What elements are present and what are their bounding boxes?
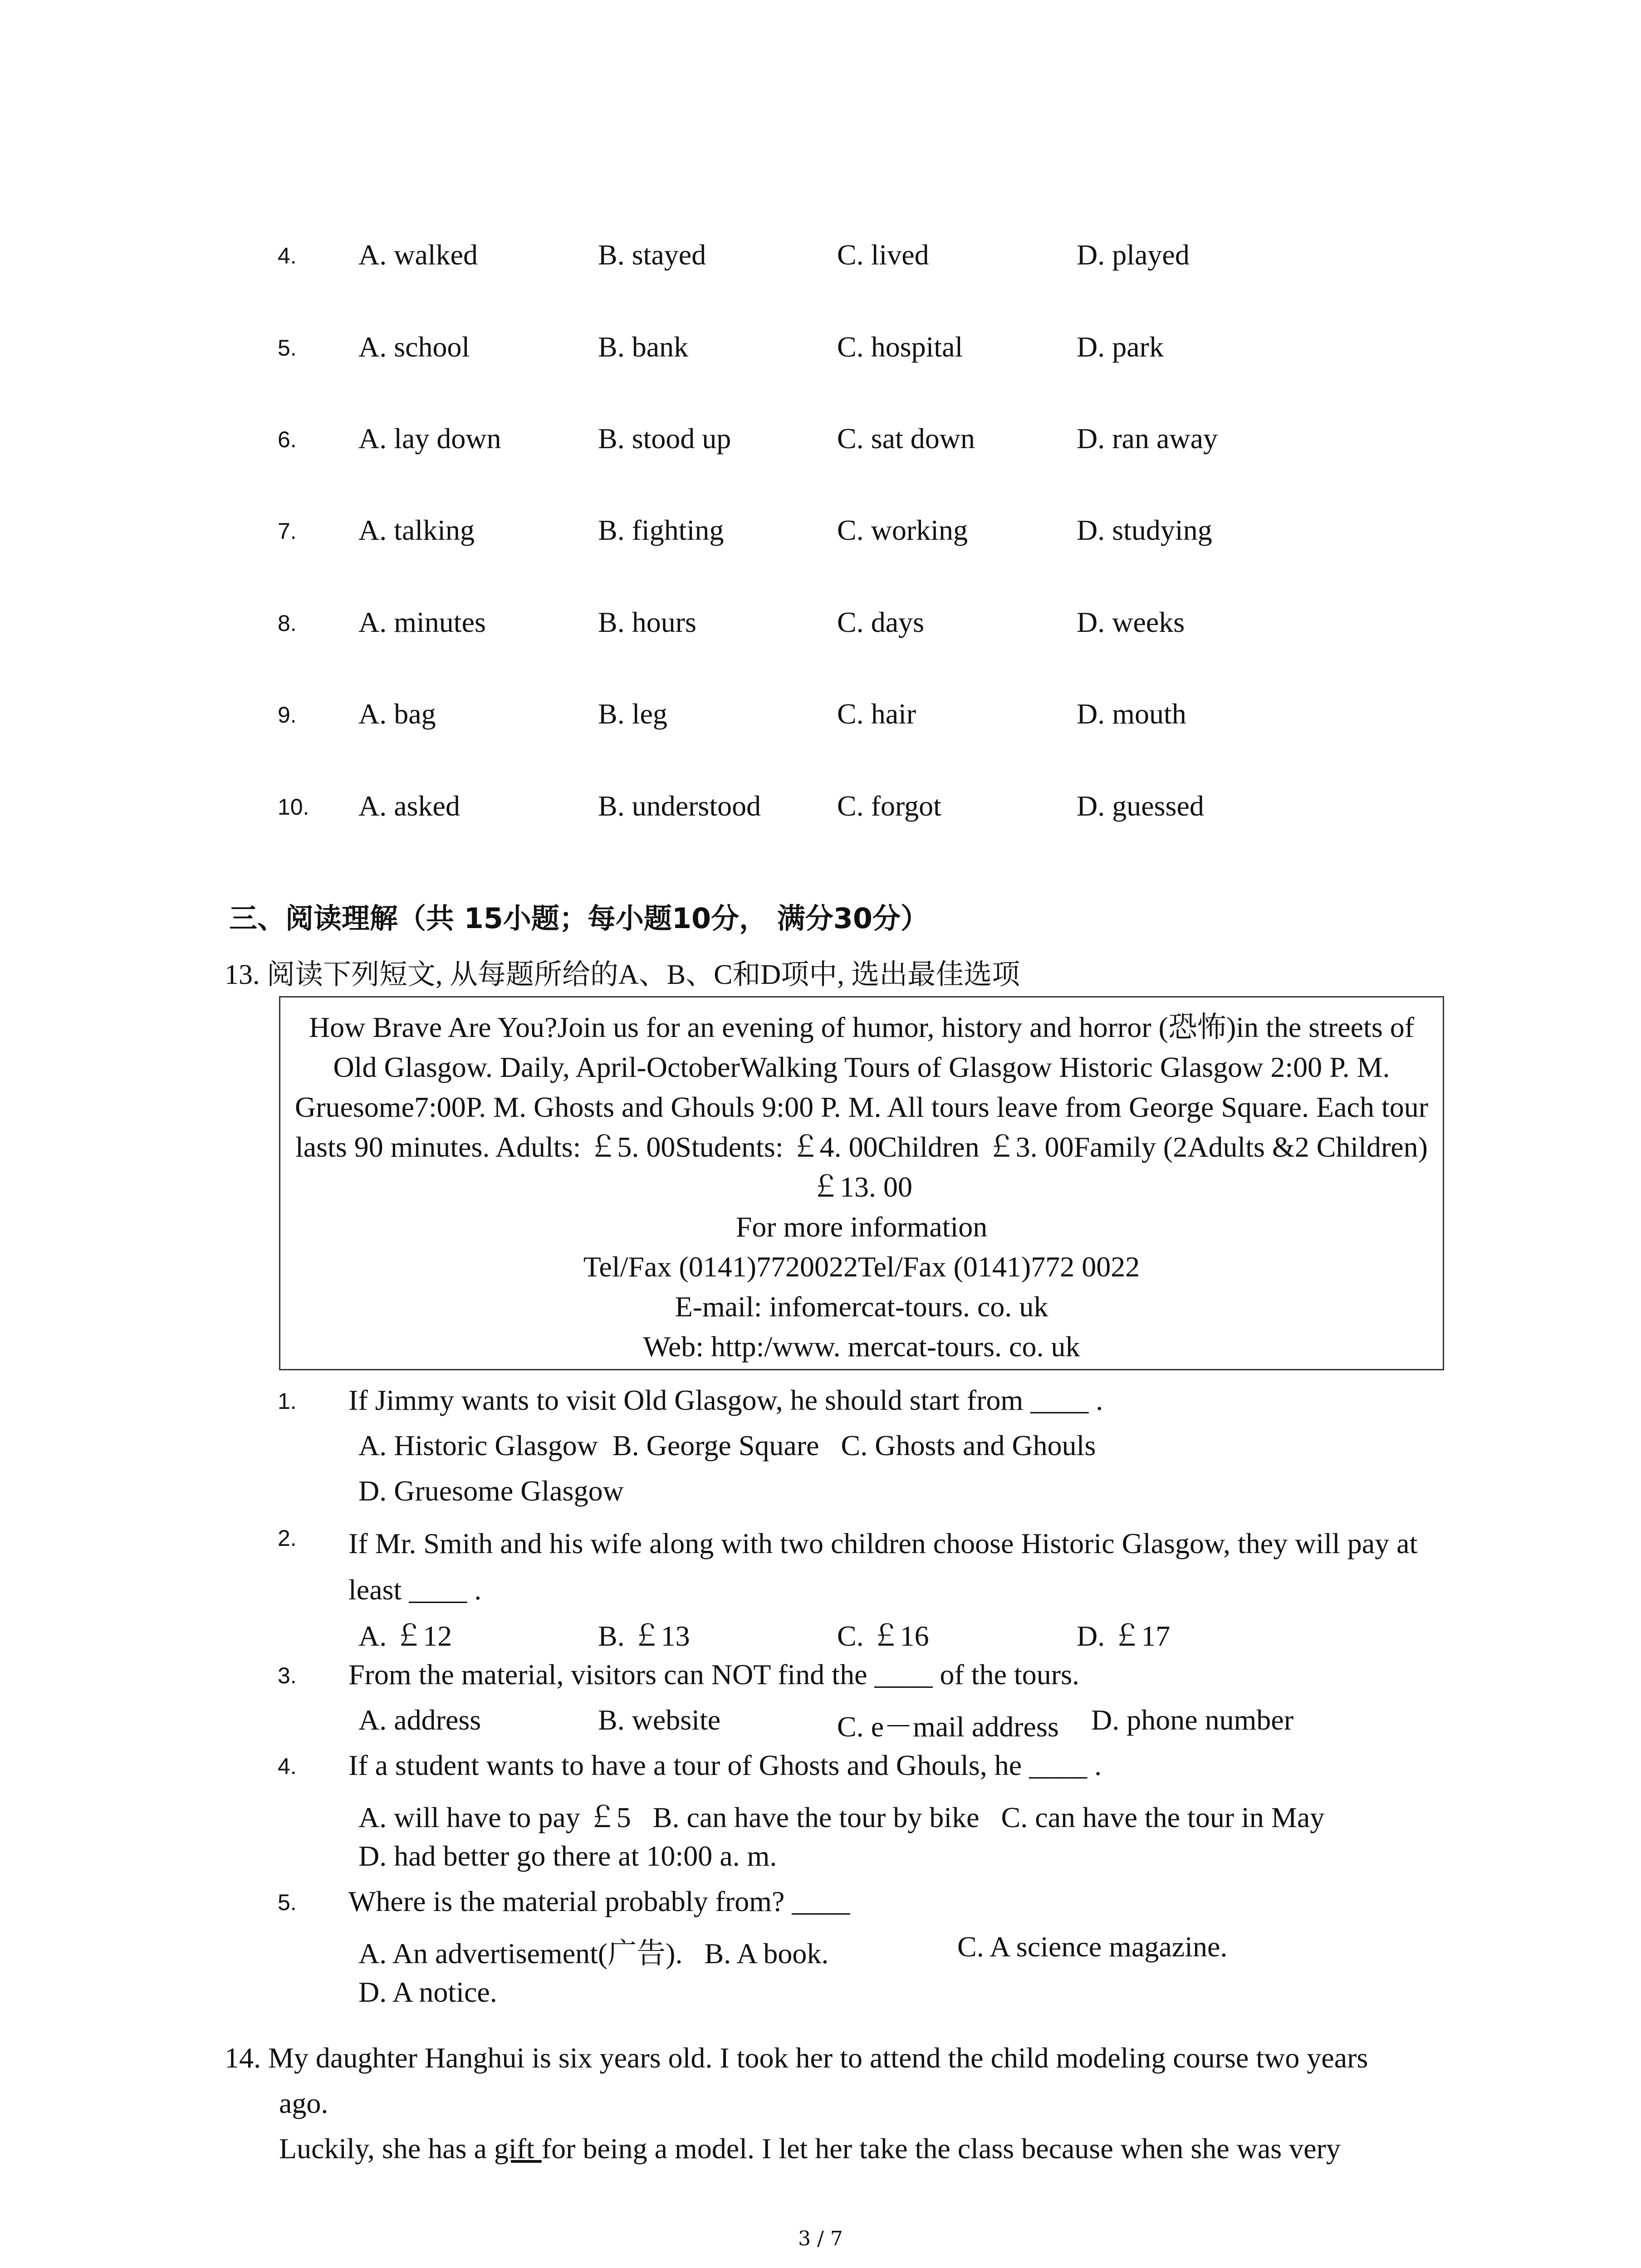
option-d: D. studying — [1077, 514, 1212, 546]
option-b: B. ￡13 — [598, 1620, 690, 1652]
option-a: A. bag — [358, 698, 436, 730]
option-d: D. park — [1077, 331, 1164, 363]
ad-web-line: Web: http:/www. mercat-tours. co. uk — [643, 1330, 1080, 1363]
option-d: D. guessed — [1077, 790, 1204, 822]
option-c: C. sat down — [837, 422, 975, 455]
option-a: A. asked — [358, 790, 460, 822]
passage-text: Luckily, she has a — [279, 2132, 494, 2165]
question-number: 10. — [278, 794, 309, 820]
question-number: 4. — [278, 243, 297, 269]
question-number: 5. — [278, 335, 297, 361]
question-options: A. will have to pay ￡5 B. can have the tour by bike C. can have the tour in May — [358, 1801, 1325, 1833]
option-d: D. weeks — [1077, 606, 1185, 638]
question-number: 2. — [278, 1525, 297, 1551]
option-c: C. forgot — [837, 790, 941, 822]
question-number: 4. — [278, 1754, 297, 1779]
question-number: 5. — [278, 1890, 297, 1915]
question-number: 6. — [278, 427, 297, 452]
option-a: A. lay down — [358, 422, 501, 455]
section-heading: 三、阅读理解（共 15小题；每小题10分， 满分30分） — [229, 902, 929, 935]
question-text: If a student wants to have a tour of Ghosts and Ghouls, he ____ . — [348, 1749, 1102, 1781]
option-d: D. phone number — [1091, 1704, 1294, 1736]
question-number: 8. — [278, 611, 297, 636]
question-number: 3. — [278, 1663, 297, 1688]
question-text: From the material, visitors can NOT find the ____ of the tours. — [348, 1658, 1079, 1691]
option-b: B. hours — [598, 606, 696, 638]
option-a: A. minutes — [358, 606, 486, 638]
passage-line: 14. My daughter Hanghui is six years old. I took her to attend the child modeling course two years — [225, 2042, 1368, 2074]
question-text: If Jimmy wants to visit Old Glasgow, he should start from ____ . — [348, 1384, 1103, 1416]
option-d: D. ￡17 — [1077, 1620, 1171, 1652]
ad-text-box — [279, 996, 1444, 1370]
question-number: 9. — [278, 702, 297, 728]
option-b: B. stood up — [598, 422, 731, 455]
option-b: B. bank — [598, 331, 689, 363]
question-options: C. A science magazine. — [957, 1931, 1228, 1963]
question-options: D. Gruesome Glasgow — [358, 1475, 624, 1507]
option-b: B. leg — [598, 698, 667, 730]
option-a: A. school — [358, 331, 470, 363]
option-c: C. hair — [837, 698, 916, 730]
question-number: 7. — [278, 518, 297, 544]
passage-text: for being a model. I let her take the class because when she was very — [541, 2132, 1341, 2165]
option-a: A. walked — [358, 239, 478, 271]
option-c: C. ￡16 — [837, 1620, 929, 1652]
question-options: D. had better go there at 10:00 a. m. — [358, 1840, 777, 1872]
option-a: A. ￡12 — [358, 1620, 452, 1652]
option-b: B. stayed — [598, 239, 706, 271]
option-c: C. working — [837, 514, 968, 546]
passage-line — [279, 2132, 1341, 2165]
option-a: A. talking — [358, 514, 475, 546]
question-number: 1. — [278, 1388, 297, 1414]
option-b: B. fighting — [598, 514, 724, 546]
option-c: C. hospital — [837, 331, 963, 363]
option-d: D. mouth — [1077, 698, 1186, 730]
question-options: A. An advertisement(广告). B. A book. — [358, 1937, 829, 1970]
question-text: If Mr. Smith and his wife along with two children choose Historic Glasgow, they will pay at least ____ . — [348, 1527, 1418, 1606]
option-c: C. e－mail address — [837, 1711, 1059, 1743]
passage-line: ago. — [279, 2087, 328, 2119]
option-a: A. address — [358, 1704, 481, 1736]
option-c: C. lived — [837, 239, 929, 271]
option-b: B. understood — [598, 790, 761, 822]
question-options: D. A notice. — [358, 1976, 497, 2008]
ad-paragraph: How Brave Are You?Join us for an evening of humor, history and horror (恐怖)in the streets of Old Glasgow. Daily, April-OctoberWalking Tours of Glasgow Historic Glasgow 2:00 P. M. Gruesome7:00P. M. Ghosts and Ghouls 9:00 P. M. All tours leave from George Square. Each tour lasts 90 minutes. Adults: ￡5. 00Students: ￡4. 00Children ￡3. 00Family (2Adults &2 Children) ￡13. 00 — [294, 1011, 1429, 1203]
option-c: C. days — [837, 606, 924, 638]
ad-email-line: E-mail: infomercat-tours. co. uk — [675, 1290, 1048, 1323]
page-number: 3 / 7 — [798, 2227, 843, 2250]
ad-info-line: For more information — [735, 1211, 988, 1243]
ad-tel-line: Tel/Fax (0141)7720022Tel/Fax (0141)772 0022 — [583, 1251, 1140, 1283]
option-b: B. website — [598, 1704, 721, 1736]
option-d: D. ran away — [1077, 422, 1218, 455]
option-d: D. played — [1077, 239, 1190, 271]
section-instruction: 13. 阅读下列短文, 从每题所给的A、B、C和D项中, 选出最佳选项 — [225, 959, 1020, 990]
question-options: A. Historic Glasgow B. George Square C. Ghosts and Ghouls — [358, 1429, 1096, 1461]
underlined-word: gift — [494, 2132, 542, 2165]
question-text: Where is the material probably from? ____ — [348, 1885, 850, 1917]
